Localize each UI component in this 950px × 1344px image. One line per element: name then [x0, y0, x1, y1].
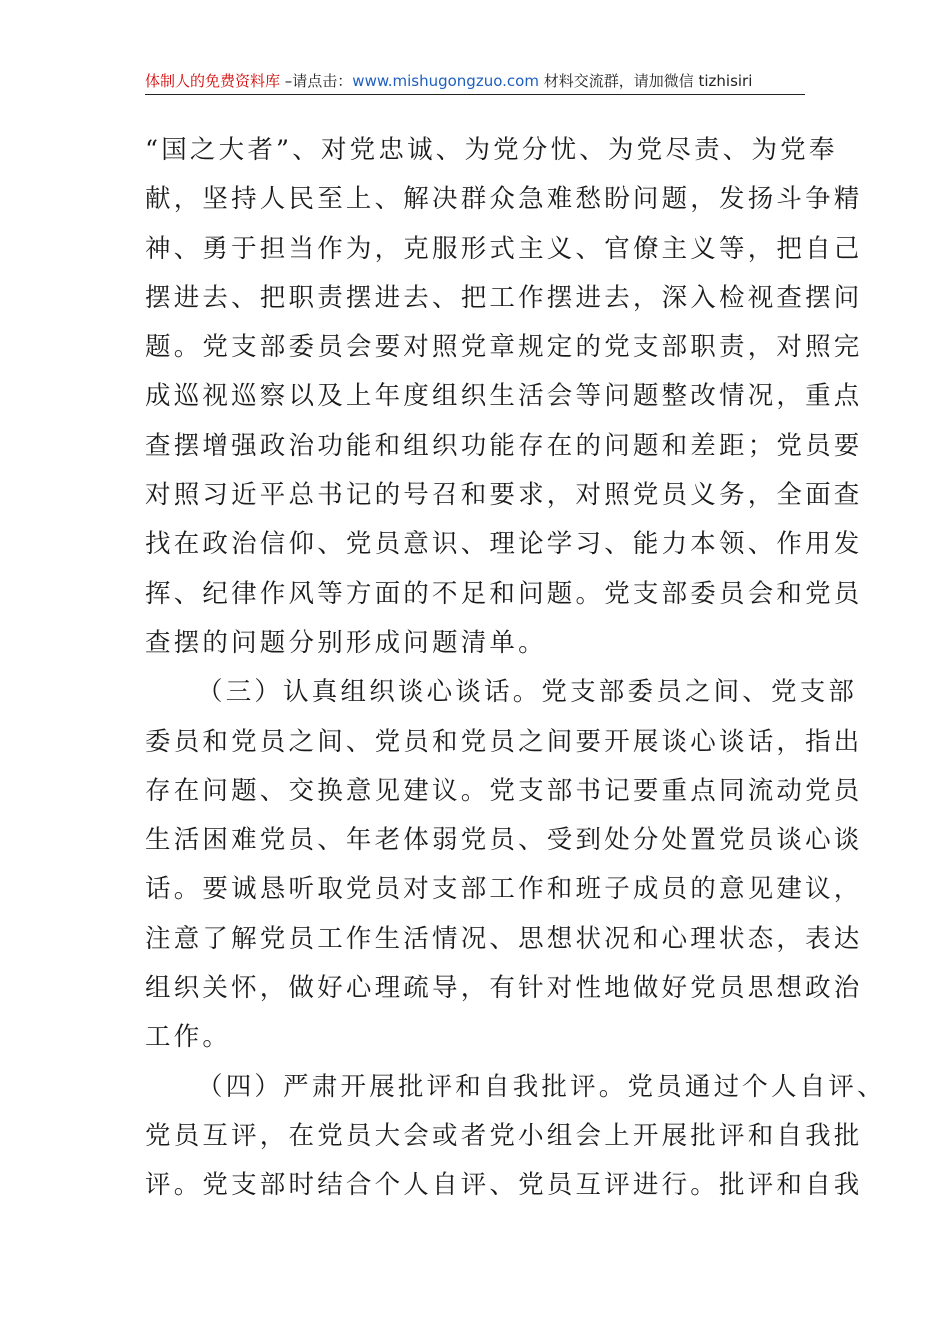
text-line: 委员和党员之间、党员和党员之间要开展谈心谈话，指出	[145, 726, 863, 757]
text-line: 存在问题、交换意见建议。党支部书记要重点同流动党员	[145, 775, 863, 806]
header-contact: 材料交流群，请加微信 tizhisiri	[538, 72, 753, 90]
text-line: 注意了解党员工作生活情况、思想状况和心理状态，表达	[145, 923, 863, 954]
header-prompt: –请点击：	[280, 72, 353, 90]
text-line: 组织关怀，做好心理疏导，有针对性地做好党员思想政治	[145, 973, 863, 1004]
text-line: （三）认真组织谈心谈话。党支部委员之间、党支部	[197, 677, 858, 708]
text-line: 挥、纪律作风等方面的不足和问题。党支部委员会和党员	[145, 578, 863, 609]
text-line: 查摆的问题分别形成问题清单。	[145, 627, 547, 658]
text-line: （四）严肃开展批评和自我批评。党员通过个人自评、	[197, 1071, 886, 1102]
text-line: 找在政治信仰、党员意识、理论学习、能力本领、作用发	[145, 529, 863, 560]
text-line: 摆进去、把职责摆进去、把工作摆进去，深入检视查摆问	[145, 282, 863, 313]
header-brand: 体制人的免费资料库	[145, 72, 281, 90]
text-line: 对照习近平总书记的号召和要求，对照党员义务，全面查	[145, 480, 863, 511]
text-line: 神、勇于担当作为，克服形式主义、官僚主义等，把自己	[145, 233, 863, 264]
text-line: 查摆增强政治功能和组织功能存在的问题和差距；党员要	[145, 430, 863, 461]
text-line: 生活困难党员、年老体弱党员、受到处分处置党员谈心谈	[145, 825, 863, 856]
text-line: 成巡视巡察以及上年度组织生活会等问题整改情况，重点	[145, 381, 863, 412]
header-link[interactable]: www.mishugongzuo.com	[352, 72, 539, 90]
document-body	[145, 126, 886, 1211]
text-line: 评。党支部时结合个人自评、党员互评进行。批评和自我	[145, 1170, 863, 1201]
page-header	[145, 70, 805, 95]
text-line: 题。党支部委员会要对照党章规定的党支部职责，对照完	[145, 332, 863, 363]
text-line: 献，坚持人民至上、解决群众急难愁盼问题，发扬斗争精	[145, 184, 863, 215]
text-line: “国之大者”、对党忠诚、为党分忧、为党尽责、为党奉	[145, 135, 838, 165]
text-line: 话。要诚恳听取党员对支部工作和班子成员的意见建议，	[145, 874, 863, 905]
text-line: 工作。	[145, 1022, 232, 1053]
text-line: 党员互评，在党员大会或者党小组会上开展批评和自我批	[145, 1120, 863, 1151]
